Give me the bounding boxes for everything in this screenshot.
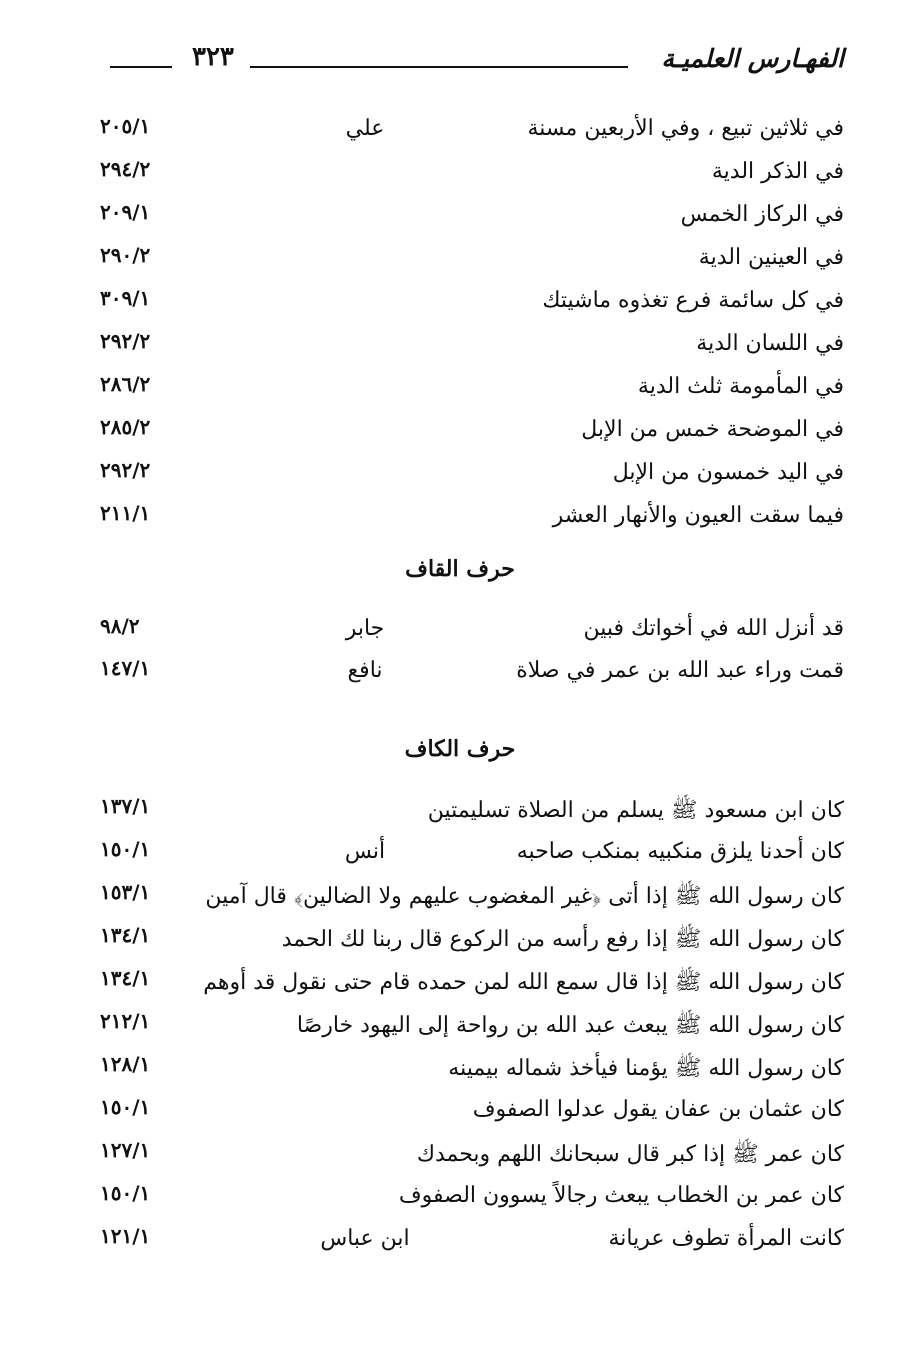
index-row	[100, 878, 844, 918]
page-ref: ١٥٠/١	[100, 1181, 151, 1205]
narrator: أنس	[344, 839, 386, 864]
index-row	[100, 1136, 844, 1176]
page-ref: ٢٩٢/٢	[100, 458, 151, 482]
section-title-qaf: حرف القاف	[405, 556, 515, 582]
page-ref: ١٣٤/١	[100, 966, 151, 990]
page-ref: ١٥٣/١	[100, 880, 151, 904]
narrator: جابر	[345, 616, 385, 641]
page-ref: ١٣٧/١	[100, 794, 151, 818]
hadith-text: قد أنزل الله في أخواتك فبين	[583, 616, 844, 641]
page-ref: ١٣٤/١	[100, 923, 151, 947]
hadith-text: كان عثمان بن عفان يقول عدلوا الصفوف	[472, 1097, 844, 1122]
hadith-text: كان رسول الله ﷺ إذا أتى ﴿غير المغضوب عليهم ولا الضالين﴾ قال آمين	[205, 884, 844, 909]
index-row	[100, 1179, 844, 1219]
page-ref: ١٥٠/١	[100, 1095, 151, 1119]
page-ref: ١٤٧/١	[100, 656, 151, 680]
hadith-text: في الذكر الدية	[711, 159, 844, 184]
index-row	[100, 1222, 844, 1262]
index-row	[100, 1093, 844, 1133]
page-ref: ٢٨٦/٢	[100, 372, 151, 396]
index-row	[100, 413, 844, 453]
page-ref: ٢٠٥/١	[100, 114, 151, 138]
page-ref: ٢٠٩/١	[100, 200, 151, 224]
page-ref: ٣٠٩/١	[100, 286, 151, 310]
page-ref: ١٢١/١	[100, 1224, 151, 1248]
index-row	[100, 456, 844, 496]
page-ref: ٢١١/١	[100, 501, 151, 525]
hadith-text: كانت المرأة تطوف عريانة	[608, 1226, 844, 1251]
header-rule-long	[250, 66, 628, 68]
hadith-text: كان رسول الله ﷺ يبعث عبد الله بن رواحة إلى اليهود خارصًا	[296, 1013, 844, 1038]
hadith-text: فيما سقت العيون والأنهار العشر	[552, 503, 844, 528]
page-ref: ٢٩٢/٢	[100, 329, 151, 353]
hadith-text: في العينين الدية	[698, 245, 844, 270]
narrator: نافع	[347, 658, 383, 683]
hadith-text: قمت وراء عبد الله بن عمر في صلاة	[516, 658, 844, 683]
hadith-text: في المأمومة ثلث الدية	[637, 374, 844, 399]
page-ref: ٩٨/٢	[100, 614, 140, 638]
index-row	[100, 921, 844, 961]
index-row	[100, 198, 844, 238]
index-row	[100, 112, 844, 152]
page-ref: ٢١٢/١	[100, 1009, 151, 1033]
hadith-text: في اللسان الدية	[696, 331, 844, 356]
hadith-text: كان أحدنا يلزق منكبيه بمنكب صاحبه	[516, 839, 844, 864]
index-row	[100, 327, 844, 367]
page-ref: ٢٩٤/٢	[100, 157, 151, 181]
narrator: علي	[345, 116, 385, 141]
section-title-kaf: حرف الكاف	[404, 736, 516, 762]
narrator: ابن عباس	[320, 1226, 410, 1251]
hadith-text: في الركاز الخمس	[680, 202, 844, 227]
index-row	[100, 612, 844, 652]
hadith-text: في الموضحة خمس من الإبل	[581, 417, 844, 442]
page-ref: ١٥٠/١	[100, 837, 151, 861]
hadith-text: كان رسول الله ﷺ إذا قال سمع الله لمن حمده قام حتى نقول قد أوهم	[203, 970, 844, 995]
index-row	[100, 284, 844, 324]
index-row	[100, 241, 844, 281]
index-row	[100, 654, 844, 694]
index-row	[100, 964, 844, 1004]
hadith-text: كان ابن مسعود ﷺ يسلم من الصلاة تسليمتين	[427, 798, 844, 823]
hadith-text: كان عمر بن الخطاب يبعث رجالاً يسوون الصفوف	[398, 1183, 844, 1208]
hadith-text: في كل سائمة فرع تغذوه ماشيتك	[542, 288, 844, 313]
hadith-text: في اليد خمسون من الإبل	[612, 460, 844, 485]
page-ref: ٢٨٥/٢	[100, 415, 151, 439]
index-row	[100, 1007, 844, 1047]
index-row	[100, 155, 844, 195]
hadith-text: كان رسول الله ﷺ يؤمنا فيأخذ شماله بيمينه	[448, 1056, 844, 1081]
index-row	[100, 792, 844, 832]
page-number: ٣٢٣	[192, 42, 234, 72]
hadith-text: كان عمر ﷺ إذا كبر قال سبحانك اللهم وبحمدك	[416, 1142, 844, 1167]
header-rule-short	[110, 66, 172, 68]
index-row	[100, 370, 844, 410]
index-row	[100, 835, 844, 875]
page-header	[110, 42, 844, 86]
index-row	[100, 1050, 844, 1090]
index-row	[100, 499, 844, 539]
page-ref: ١٢٨/١	[100, 1052, 151, 1076]
page-ref: ١٢٧/١	[100, 1138, 151, 1162]
hadith-text: كان رسول الله ﷺ إذا رفع رأسه من الركوع قال ربنا لك الحمد	[281, 927, 844, 952]
page-ref: ٢٩٠/٢	[100, 243, 151, 267]
hadith-text: في ثلاثين تبيع ، وفي الأربعين مسنة	[527, 116, 844, 141]
header-title: الفهـارس العلميـة	[661, 44, 844, 73]
